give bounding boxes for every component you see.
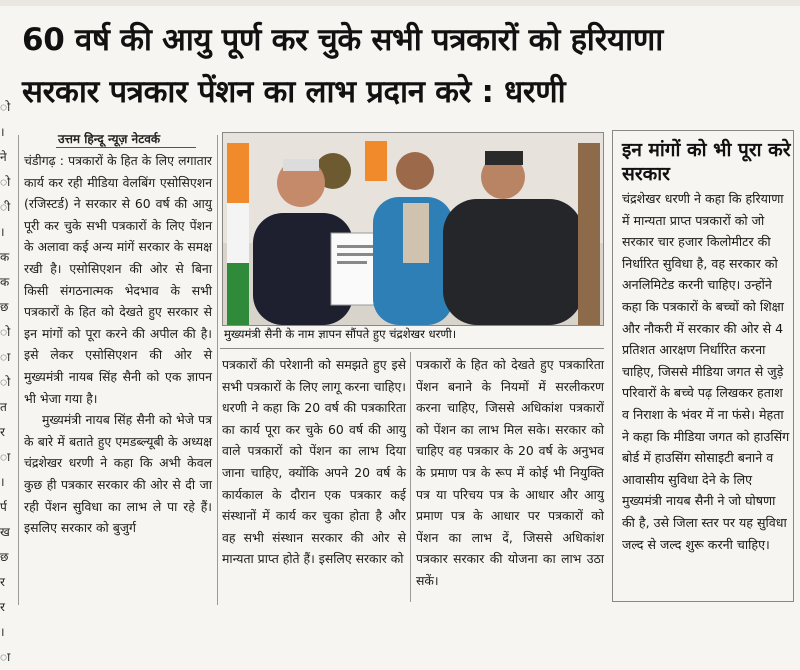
neighbor-fragment: ा	[0, 650, 11, 664]
neighbor-fragment: ा	[0, 350, 11, 364]
article-paragraph: पत्रकारों के हित को देखते हुए पत्रकारिता पेंशन बनाने के नियमों में सरलीकरण करना चाहिए, जिससे अधिकांश पत्रकारों को पेंशन का लाभ मिल सके। सरकार को चाहिए वह पत्रकार के 20 वर्ष के अनुभव के प्रमाण पत्र के रूप में कोई भी नियुक्ति पत्र या परिचय पत्र के आधार और आयु प्रमाण पत्र के आधार पर पत्रकारों को पेंशन का लाभ दें, जिससे अधिकांश पत्रकार सरकार की योजना का लाभ उठा सकें।	[416, 357, 604, 588]
neighbor-fragment: ।	[0, 475, 5, 489]
cropped-neighbor-column	[0, 95, 12, 664]
neighbor-fragment: ।	[0, 225, 5, 239]
neighbor-fragment: त	[0, 400, 7, 414]
neighbor-fragment: र	[0, 600, 5, 614]
neighbor-fragment: ।	[0, 625, 5, 639]
neighbor-fragment: ा	[0, 450, 11, 464]
article-column-2	[222, 354, 406, 570]
article-column-3	[416, 354, 604, 592]
article-paragraph: चंडीगढ़ : पत्रकारों के हित के लिए लगातार कार्य कर रही मीडिया वेलबिंग एसोसिएशन (रजिस्टर्ड) ने सरकार से 60 वर्ष की आयु पूरी कर चुके सभी पत्रकारों के लिए पेंशन के अलावा कई अन्य मांगें सरकार के समक्ष रखी है। एसोसिएशन की ओर से बिना किसी संगठनात्मक भेदभाव के सभी पत्रकारों के हित को देखते हुए सरकार से इन मांगों को पूरा करने की अपील की है। इसे लेकर एसोसिएशन की ओर से मुख्यमंत्री नायब सिंह सैनी को एक ज्ञापन भी भेजा गया है।	[24, 153, 212, 406]
byline-underline	[56, 147, 196, 148]
caption-divider	[220, 348, 604, 349]
sidebar-heading: इन मांगों को भी पूरा करे सरकार	[622, 139, 791, 185]
neighbor-fragment: ने	[0, 150, 7, 164]
neighbor-fragment: छ	[0, 300, 9, 314]
neighbor-fragment: ो	[0, 100, 11, 114]
neighbor-fragment: छ	[0, 550, 9, 564]
neighbor-fragment: ी	[0, 200, 11, 214]
sidebar-text: चंद्रशेखर धरणी ने कहा कि हरियाणा में मान्यता प्राप्त पत्रकारों को जो सरकार चार हजार किलोमीटर की निर्धारित सुविधा है, वह सरकार को अनलिमिटेड करनी चाहिए। उन्होंने कहा कि पत्रकारों के बच्चों को शिक्षा और नौकरी में सरकार की ओर से 4 प्रतिशत आरक्षण निर्धारित करना चाहिए, जिससे मीडिया जगत से जुड़े परिवारों के बच्चे पढ़ लिखकर हताश व निराशा के भंवर में ना फंसे। मेहता ने कहा कि मीडिया जगत को हाउसिंग बोर्ड में हाउसिंग सोसाइटी बनाने व आवासीय सुविधा देने के लिए मुख्यमंत्री नायब सैनी ने जो घोषणा की है, उसे जिला स्तर पर यह सुविधा जल्द से जल्द शुरू करनी चाहिए।	[622, 191, 790, 552]
byline: उत्तम हिन्दू न्यूज़ नेटवर्क	[58, 132, 161, 146]
neighbor-fragment: ो	[0, 175, 11, 189]
photo-illustration	[223, 133, 603, 325]
neighbor-fragment: र	[0, 425, 5, 439]
headline-line-1: 60 वर्ष की आयु पूर्ण कर चुके सभी पत्रकारों को हरियाणा	[22, 22, 664, 58]
neighbor-fragment: ो	[0, 375, 11, 389]
article-column-1	[24, 150, 212, 539]
neighbor-fragment: र	[0, 575, 5, 589]
neighbor-fragment: ।	[0, 125, 5, 139]
neighbor-fragment: क	[0, 275, 10, 289]
article-paragraph: मुख्यमंत्री नायब सिंह सैनी को भेजे पत्र के बारे में बताते हुए एमडब्ल्यूबी के अध्यक्ष चंद्रशेखर धरणी ने कहा कि अभी केवल कुछ ही पत्रकार सरकार की ओर से दी जा रही पेंशन सुविधा का लाभ ले पा रहे हैं। इसलिए सरकार को बुजुर्ग	[24, 412, 212, 536]
news-photo	[222, 132, 604, 326]
column-divider	[217, 135, 218, 605]
headline	[22, 14, 792, 118]
neighbor-fragment: ो	[0, 325, 11, 339]
article-paragraph: पत्रकारों की परेशानी को समझते हुए इसे सभी पत्रकारों के लिए लागू करना चाहिए। धरणी ने कहा कि 20 वर्ष की पत्रकारिता का कार्य पूरा कर चुके 60 वर्ष की आयु वाले पत्रकारों को पेंशन का लाभ दिया जाना चाहिए, क्योंकि अपने 20 वर्ष के कार्यकाल के दौरान एक पत्रकार कई संस्थानों में कार्य कर चुका होता है और वह सभी संस्थान सरकार की ओर से मान्यता प्राप्त होते हैं। इसलिए सरकार को	[222, 357, 406, 567]
photo-caption: मुख्यमंत्री सैनी के नाम ज्ञापन सौंपते हुए चंद्रशेखर धरणी।	[224, 327, 457, 341]
column-divider	[410, 352, 411, 602]
neighbor-fragment: क	[0, 250, 10, 264]
neighbor-fragment: ख	[0, 525, 10, 539]
column-divider	[18, 135, 19, 605]
headline-line-2: सरकार पत्रकार पेंशन का लाभ प्रदान करे : धरणी	[22, 74, 566, 110]
top-edge-strip	[0, 0, 800, 6]
neighbor-fragment: र्प	[0, 500, 7, 514]
